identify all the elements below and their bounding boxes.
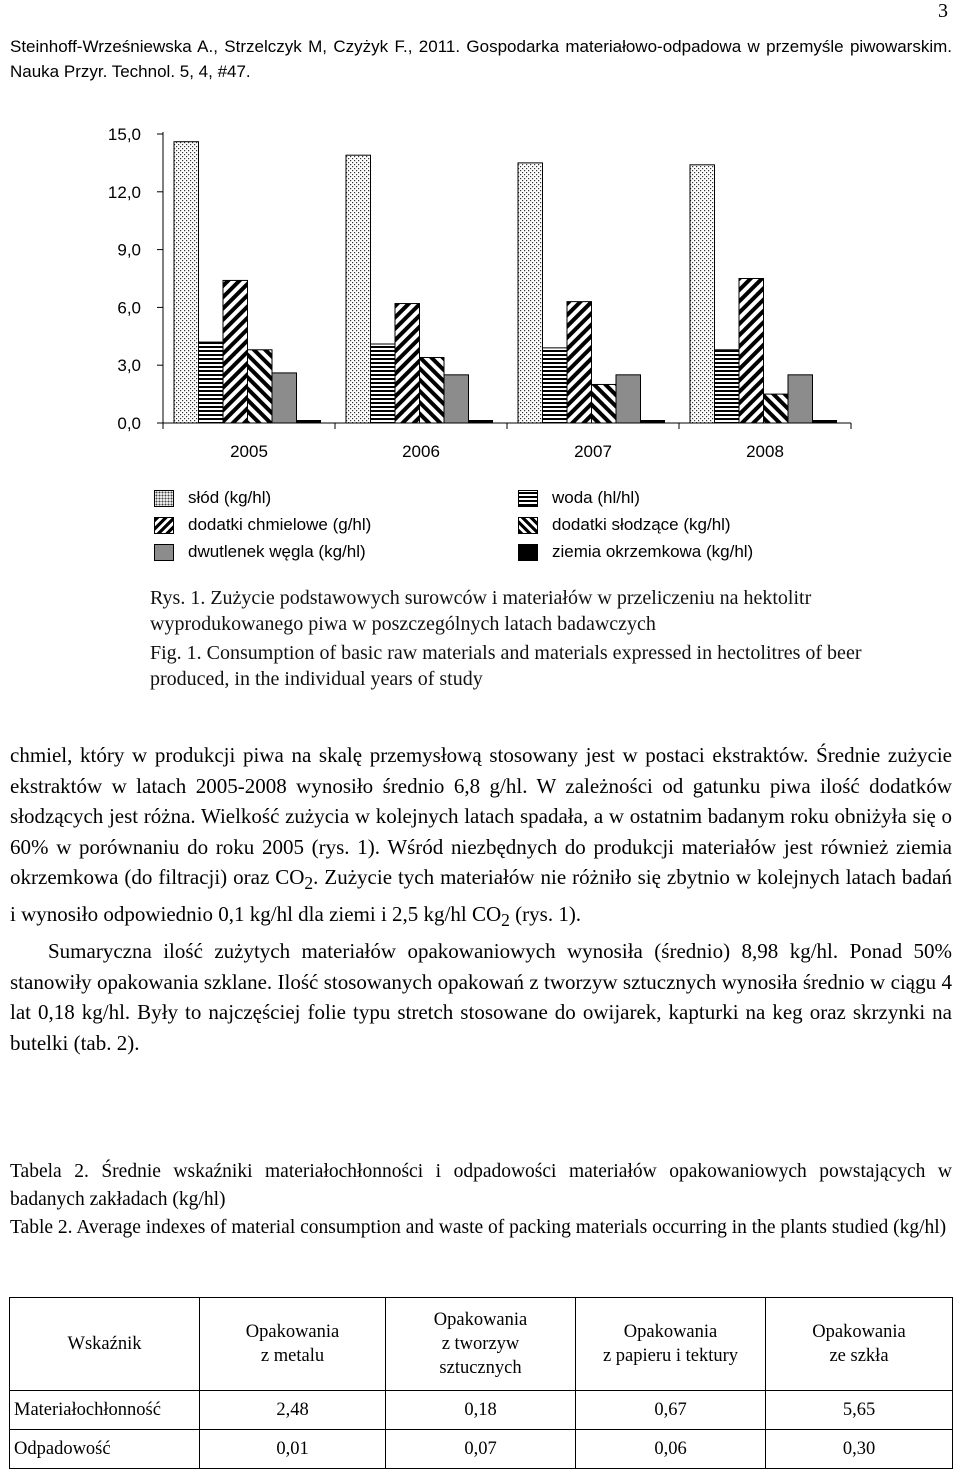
legend-item-malt (154, 487, 271, 509)
citation: Steinhoff-Wrześniewska A., Strzelczyk M, Czyżyk F., 2011. Gospodarka materiałowo-odpadowa w przemyśle piwowarskim. Nauka Przyr. Technol. 5, 4, #47. (10, 37, 952, 81)
table-cell: 2,48 (200, 1391, 386, 1430)
y-tick-label: 3,0 (117, 356, 141, 376)
bar-diagonal-2007 (567, 302, 592, 423)
y-tick-label: 0,0 (117, 414, 141, 433)
bar-horizontal-2008 (715, 350, 740, 423)
legend-swatch-diagonal (154, 517, 174, 534)
bar-black-2005 (297, 420, 322, 423)
legend-item-water (518, 487, 640, 509)
legend-swatch-gray (154, 544, 174, 561)
bar-diagonal-2008 (739, 279, 764, 424)
table-cell: 0,07 (386, 1430, 576, 1469)
bar-backdiagonal-2005 (248, 350, 273, 423)
legend-label: woda (hl/hl) (552, 488, 640, 507)
legend-item-diatomite (518, 541, 753, 563)
legend-item-sweeteners (518, 514, 731, 536)
bar-black-2008 (813, 420, 838, 423)
bar-backdiagonal-2006 (420, 357, 445, 423)
bar-gray-2007 (616, 375, 641, 423)
data-table (9, 1297, 953, 1469)
header-paper: Opakowania z papieru i tektury (576, 1298, 766, 1391)
header-indicator: Wskaźnik (10, 1298, 200, 1391)
bar-diagonal-2005 (223, 280, 248, 423)
legend-swatch-black (518, 544, 538, 561)
body-text (10, 740, 952, 1058)
header-glass: Opakowania ze szkła (766, 1298, 953, 1391)
x-tick-label: 2007 (574, 442, 612, 461)
row-label: Odpadowość (10, 1430, 200, 1469)
table-caption-pl: Tabela 2. Średnie wskaźniki materiałochłonności i odpadowości materiałów opakowaniowych powstających w badanych zakładach (kg/hl) (10, 1161, 952, 1210)
table-cell: 5,65 (766, 1391, 953, 1430)
bar-black-2007 (641, 420, 666, 423)
x-tick-label: 2005 (230, 442, 268, 461)
table-row (10, 1430, 953, 1469)
bar-dots-2006 (346, 155, 371, 423)
bar-dots-2007 (518, 163, 543, 423)
x-tick-label: 2008 (746, 442, 784, 461)
row-label: Materiałochłonność (10, 1391, 200, 1430)
legend-swatch-horizontal (518, 490, 538, 507)
legend-item-hops (154, 514, 371, 536)
bar-dots-2008 (690, 165, 715, 423)
table-cell: 0,67 (576, 1391, 766, 1430)
legend-swatch-dots (154, 490, 174, 507)
legend-label: dwutlenek węgla (kg/hl) (188, 542, 366, 561)
y-tick-label: 15,0 (107, 125, 141, 144)
table-caption (10, 1158, 952, 1242)
x-tick-label: 2006 (402, 442, 440, 461)
bar-horizontal-2006 (371, 344, 396, 423)
bar-dots-2005 (174, 142, 199, 423)
legend-label: słód (kg/hl) (188, 488, 272, 507)
paragraph-1: chmiel, który w produkcji piwa na skalę przemysłową stosowany jest w postaci ekstraktów. Średnie zużycie ekstraktów w latach 2005-2008 wynosiło średnio 6,8 g/hl. W zależności od gatunku piwa ilość dodatków słodzących jest różna. Wielkość zużycia w kolejnych latach spadała, a w ostatnim badanym roku obniżyła się o 60% w porównaniu do roku 2005 (rys. 1). Wśród niezbędnych do produkcji materiałów jest również ziemia okrzemkowa (do filtracji) oraz $CO_2$. Zużycie tych materiałów nie różniło się zbytnio w kolejnych latach badań i wynosiło odpowiednio 0,1 kg/hl dla ziemi i 2,5 kg/hl $CO_2$ (rys. 1). (10, 743, 952, 931)
bar-chart (0, 110, 960, 480)
y-tick-label: 6,0 (117, 298, 141, 318)
y-tick-label: 12,0 (107, 182, 141, 202)
legend-label: dodatki słodzące (kg/hl) (552, 515, 731, 534)
page-number: 3 (938, 0, 948, 22)
table-caption-en: Table 2. Average indexes of material consumption and waste of packing materials occurring in the plants studied (kg/hl) (10, 1217, 947, 1238)
header-plastic: Opakowania z tworzyw sztucznych (386, 1298, 576, 1391)
table-cell: 0,18 (386, 1391, 576, 1430)
bar-diagonal-2006 (395, 304, 420, 423)
bar-gray-2006 (444, 375, 469, 423)
bar-gray-2008 (788, 375, 813, 423)
legend-label: ziemia okrzemkowa (kg/hl) (552, 542, 754, 561)
header-metal: Opakowania z metalu (200, 1298, 386, 1391)
legend-item-co2 (154, 541, 366, 563)
bar-gray-2005 (272, 373, 297, 423)
table-cell: 0,01 (200, 1430, 386, 1469)
y-tick-label: 9,0 (117, 240, 141, 260)
bar-horizontal-2005 (199, 342, 224, 423)
legend-swatch-backdiagonal (518, 517, 538, 534)
bar-black-2006 (469, 420, 494, 423)
figure-caption-en: Fig. 1. Consumption of basic raw materials and materials expressed in hectolitres of beer produced, in the individual years of study (150, 642, 862, 690)
table-header-row (10, 1298, 953, 1391)
legend-label: dodatki chmielowe (g/hl) (188, 515, 372, 534)
table-cell: 0,30 (766, 1430, 953, 1469)
bar-horizontal-2007 (543, 348, 568, 423)
bar-backdiagonal-2007 (592, 384, 617, 423)
bar-backdiagonal-2008 (764, 394, 789, 423)
table-row (10, 1391, 953, 1430)
table-cell: 0,06 (576, 1430, 766, 1469)
paragraph-2: Sumaryczna ilość zużytych materiałów opakowaniowych wynosiła (średnio) 8,98 kg/hl. Ponad 50% stanowiły opakowania szklane. Ilość stosowanych opakowań z tworzyw sztucznych wynosiła średnio w ciągu 4 lat 0,18 kg/hl. Były to najczęściej folie typu stretch stosowane do owijarek, kapturki na keg oraz skrzynki na butelki (tab. 2). (10, 938, 952, 1055)
chart-legend (150, 485, 810, 571)
figure-caption-pl: Rys. 1. Zużycie podstawowych surowców i materiałów w przeliczeniu na hektolitr wyprodukowanego piwa w poszczególnych latach badawczych (150, 587, 812, 635)
